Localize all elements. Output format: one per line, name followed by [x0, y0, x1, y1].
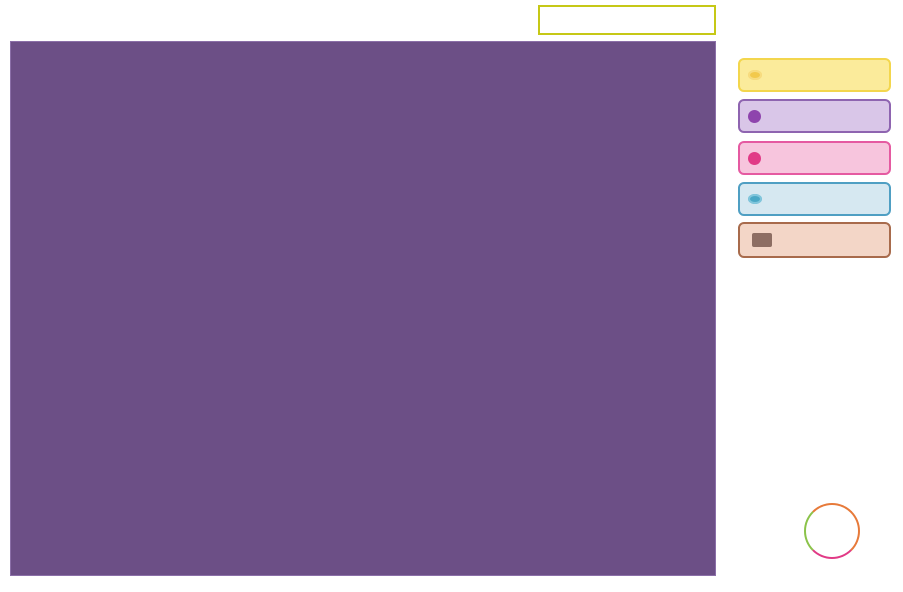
dessert-icon	[748, 110, 761, 123]
legend-nouveautes	[738, 141, 891, 175]
menu-grid	[10, 41, 716, 576]
legend-desserts	[738, 99, 891, 133]
legend-local	[738, 222, 891, 258]
legend-crudites	[738, 58, 891, 92]
logo-ring-icon	[804, 503, 860, 559]
fromage-icon	[748, 194, 762, 204]
nouveaute-icon	[748, 152, 761, 165]
tractor-icon	[752, 233, 772, 247]
legend-fromages	[738, 182, 891, 216]
month-label	[538, 5, 716, 35]
crudite-icon	[748, 70, 762, 80]
